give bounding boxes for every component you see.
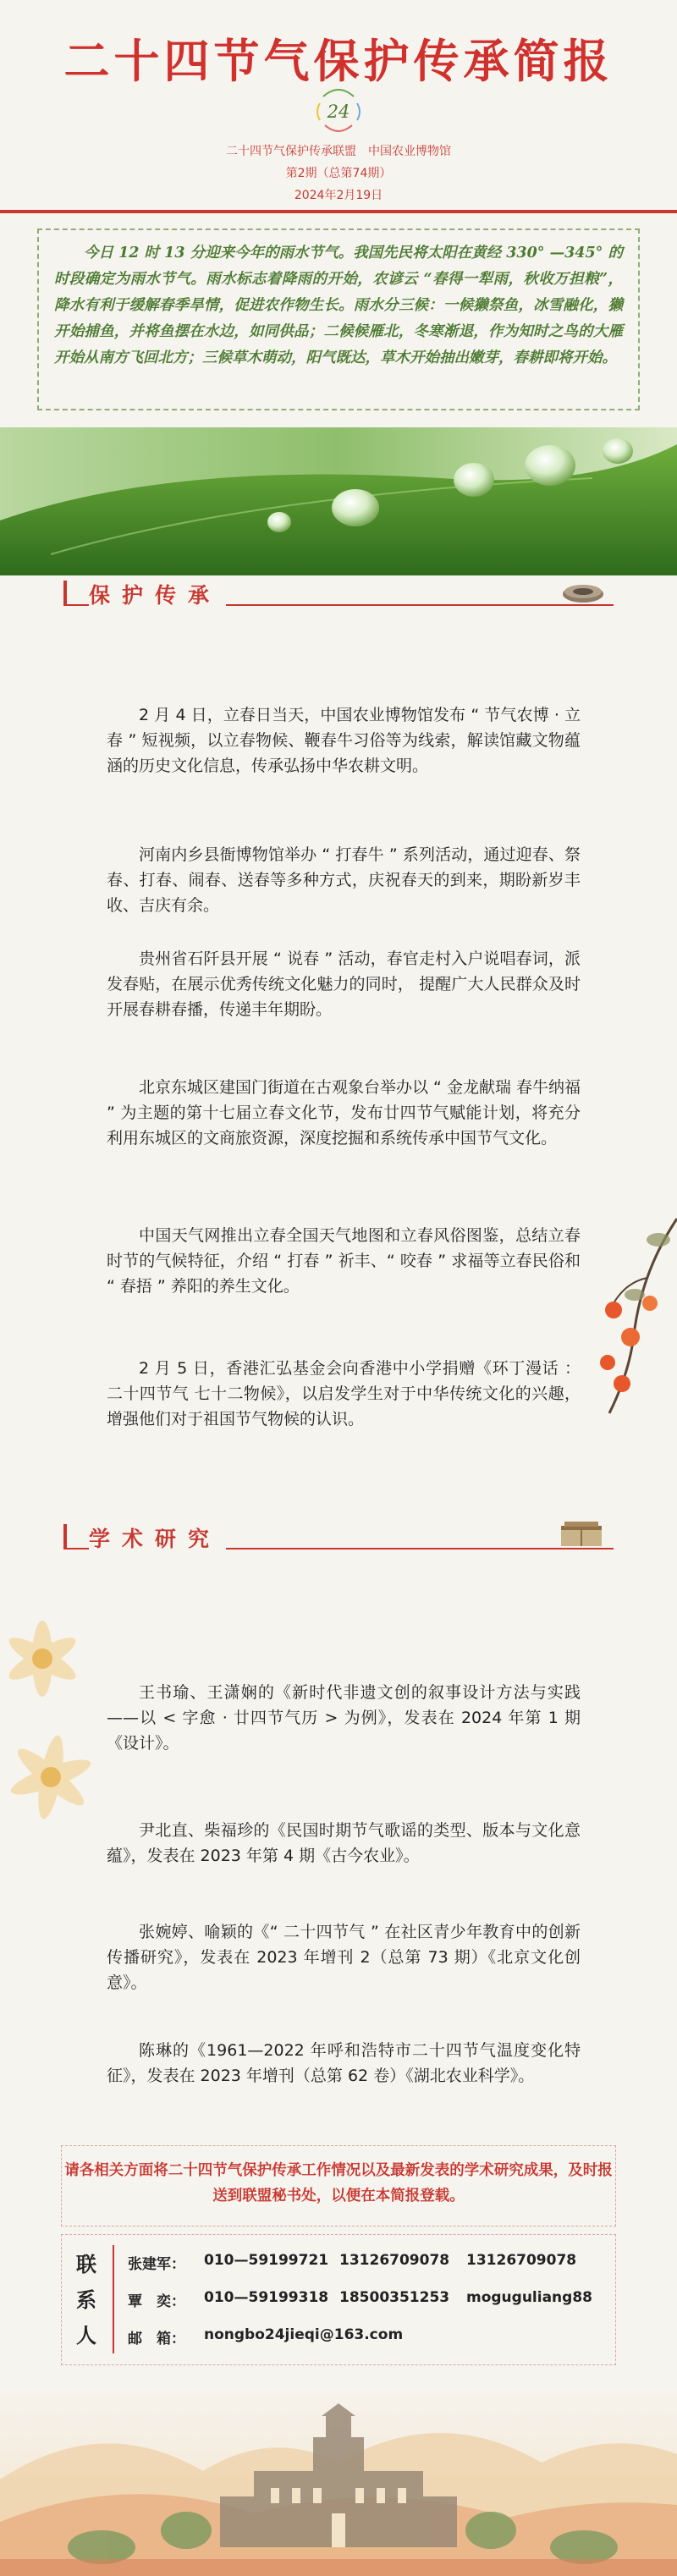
- inkstone-icon: [561, 579, 605, 606]
- email-label: 邮 箱：: [128, 2331, 185, 2348]
- logo-number: 24: [327, 102, 350, 122]
- protection-paragraph-2: 河南内乡县衙博物馆举办 “ 打春牛 ” 系列活动，通过迎春、祭春、打春、闹春、送春等多种方式，庆祝春天的到来，期盼新岁丰收、吉庆有余。: [107, 845, 581, 915]
- contact-wechat: 13126709078: [466, 2252, 577, 2269]
- issue-number: 第2期（总第74期）: [285, 167, 392, 180]
- protection-paragraph-4: 北京东城区建国门街道在古观象台举办以 “ 金龙献瑞 春牛纳福 ” 为主题的第十七届立春文化节，发布廿四节气赋能计划，将充分利用东城区的文商旅资源，深度挖掘和系统传承中国节气文化。: [107, 1078, 581, 1148]
- contact-phone: 010—59199318: [204, 2289, 329, 2306]
- research-paragraph-4: 陈琳的《1961—2022 年呼和浩特市二十四节气温度变化特征》，发表在 2023 年增刊（总第 62 卷）《湖北农业科学》。: [107, 2041, 581, 2085]
- intro-box: 今日 12 时 13 分迎来今年的雨水节气。我国先民将太阳在黄经 330° —345° 的时段确定为雨水节气。雨水标志着降雨的开始，农谚云 “春得一犁雨，秋收万担粮”，降水有利于缓解春季旱情，促进农作物生长。雨水分三候：一候獭祭鱼，冰雪融化，獭开始捕鱼，并将鱼摆在水边，如同供品；二候候雁北，冬寒渐退，作为知时之鸟的大雁开始从南方飞回北方；三候草木萌动，阳气既达，草木开始抽出嫩芽，春耕即将开始。: [37, 228, 640, 410]
- email-address[interactable]: nongbo24jieqi@163.com: [204, 2326, 404, 2343]
- section-marker: [63, 581, 67, 606]
- contact-name: 张建军：: [128, 2256, 185, 2273]
- contact-name: 覃 奕：: [128, 2293, 185, 2310]
- research-paragraph-3: 张婉婷、喻颖的《“ 二十四节气 ” 在社区青少年教育中的创新传播研究》，发表在 2023 年增刊 2（总第 73 期）《北京文化创意》。: [107, 1923, 581, 1992]
- contact-mobile: 18500351253: [339, 2289, 450, 2306]
- submission-notice: 请各相关方面将二十四节气保护传承工作情况以及最新发表的学术研究成果，及时报送到联盟秘书处，以便在本简报登载。: [64, 2162, 613, 2204]
- research-paragraph-1: 王书瑜、王潇娴的《新时代非遗文创的叙事设计方法与实践——以 < 字愈 · 廿四节气历 > 为例》，发表在 2024 年第 1 期《设计》。: [107, 1683, 581, 1753]
- persimmon-branch-decoration: [584, 1202, 677, 1422]
- newsletter-title: 二十四节气保护传承简报: [63, 34, 614, 88]
- contact-wechat: moguguliang88: [466, 2289, 592, 2306]
- book-icon: [558, 1519, 605, 1549]
- header-divider: [0, 210, 677, 213]
- section-marker: [63, 1524, 67, 1549]
- section-bar-research: [63, 1519, 614, 1553]
- contact-phone: 010—59199721: [204, 2252, 329, 2269]
- museum-landscape-illustration: [0, 2378, 677, 2576]
- protection-paragraph-6: 2 月 5 日，香港汇弘基金会向香港中小学捐赠《环丁漫话 ：二十四节气 七十二物候》，以启发学生对于中华传统文化的兴趣，增强他们对于祖国节气物候的认识。: [107, 1359, 581, 1428]
- section-title-research: 学术研究: [89, 1522, 226, 1553]
- leaf-dewdrop-image: [0, 427, 677, 575]
- section-bar-protection: [63, 575, 614, 609]
- protection-paragraph-5: 中国天气网推出立春全国天气地图和立春风俗图鉴，总结立春时节的气候特征，介绍 “ 打春 ” 祈丰、“ 咬春 ” 求福等立春民俗和 “ 春捂 ” 养阳的养生文化。: [107, 1226, 581, 1296]
- contact-mobile: 13126709078: [339, 2252, 450, 2269]
- contact-box: [61, 2234, 616, 2365]
- publishers: 二十四节气保护传承联盟 中国农业博物馆: [226, 145, 451, 158]
- protection-paragraph-1: 2 月 4 日，立春日当天，中国农业博物馆发布 “ 节气农博 · 立春 ” 短视频，以立春物候、鞭春牛习俗等为线索，解读馆藏文物蕴涵的历史文化信息，传承弘扬中华农耕文明。: [107, 706, 581, 775]
- publish-date: 2024年2月19日: [294, 189, 383, 202]
- section-title-protection: 保护传承: [89, 579, 226, 609]
- contact-divider: [113, 2245, 114, 2353]
- jieqi-logo-icon: [296, 86, 381, 134]
- contact-label: 联系人: [76, 2253, 96, 2348]
- protection-paragraph-3: 贵州省石阡县开展 “ 说春 ” 活动，春官走村入户说唱春词，派发春贴，在展示优秀传统文化魅力的同时， 提醒广大人民群众及时开展春耕春播，传递丰年期盼。: [107, 949, 581, 1019]
- research-paragraph-2: 尹北直、柴福珍的《民国时期节气歌谣的类型、版本与文化意蕴》，发表在 2023 年第 4 期《古今农业》。: [107, 1821, 581, 1865]
